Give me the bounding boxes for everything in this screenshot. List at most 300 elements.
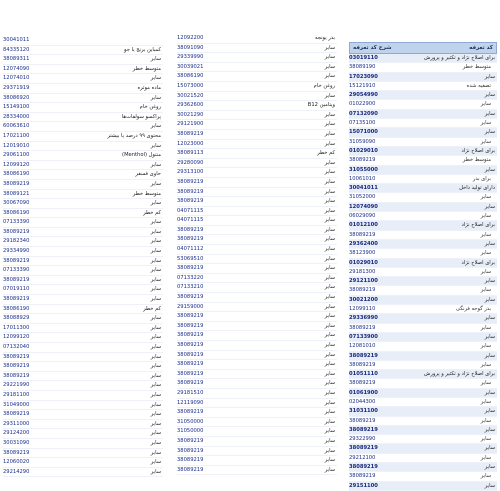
row-code: 38089219 [3,353,30,360]
row-description: سایر [324,342,335,348]
row-description: سایر [324,236,335,243]
row-description: سایر [484,389,495,396]
row-description: سایر [324,274,335,281]
table-row [3,401,163,411]
row-code: 17021100 [3,132,30,139]
table-row [177,341,337,351]
row-description: سایر [324,284,335,291]
row-code: 29311000 [3,420,30,427]
table-row [349,184,497,193]
row-description: کم خطر [317,150,335,157]
table-row [349,305,497,314]
row-description: سایر [324,178,335,185]
row-description: سایر [324,370,335,377]
table-row [177,370,337,380]
table-row [3,285,163,295]
row-code: 53069510 [177,255,204,262]
row-code: 17023090 [349,73,378,80]
row-description: سایر [480,343,491,350]
row-code: 84335120 [3,46,30,53]
table-row [177,44,337,54]
table-row [349,417,497,426]
row-code: 07133390 [3,267,30,274]
row-description: سایر [480,138,491,145]
row-code: 38089190 [349,64,376,71]
row-code: 29371919 [3,84,30,91]
table-row [3,381,163,391]
table-row [349,342,497,351]
table-row [177,197,337,207]
row-code: 60063610 [3,123,30,130]
row-code: 38089219 [349,464,378,471]
table-row [177,92,337,102]
row-code: 38089219 [177,361,204,368]
row-description: سایر [484,296,495,303]
table-row [3,132,163,142]
row-code: 29121100 [349,278,378,285]
row-description: سایر [484,110,495,117]
row-code: 07133210 [177,284,204,291]
row-code: 38089121 [3,190,30,197]
table-row [177,255,337,265]
table-row [3,343,163,353]
row-description: سایر [150,459,161,466]
row-description: متوسط خطر [462,64,491,71]
row-code: 29214290 [3,468,30,475]
row-code: 38086920 [3,94,30,101]
row-code: 38089219 [177,226,204,233]
table-row [349,128,497,137]
row-description: سایر [324,399,335,406]
table-row [349,463,497,472]
row-description: سایر [324,294,335,301]
row-code: 04071112 [177,246,204,253]
table-row [349,193,497,202]
row-code: 38089219 [177,198,204,205]
row-code: 31050000 [177,418,204,425]
table-row [177,399,337,409]
row-description: سایر [324,418,335,425]
row-code: 29181300 [349,268,376,275]
row-code: 31031100 [349,408,378,415]
row-description: برای اصلاح نژاد و تکثیر و پرورش [423,371,495,378]
row-description: سایر [150,123,161,130]
table-row [349,426,497,435]
row-code: 38089219 [177,332,204,339]
row-description: سایر [150,56,161,63]
row-description: سایر [484,333,495,340]
table-row [177,130,337,140]
row-code: 38089219 [177,313,204,320]
row-code: 29182340 [3,238,30,245]
table-row [3,458,163,468]
table-row [3,305,163,315]
row-code: 38089219 [177,294,204,301]
row-code: 38089219 [177,130,204,137]
row-code: 38089219 [349,361,376,368]
row-code: 30067090 [3,200,30,207]
table-row [349,277,497,286]
table-row [349,249,497,258]
row-code: 38086190 [3,305,30,312]
row-description: کم خطر [143,305,161,312]
row-description: برای اصلاح نژاد [461,147,495,154]
row-code: 38089219 [177,265,204,272]
row-description: سایر [484,240,495,247]
row-description: سایر [150,219,161,226]
row-description: سایر [480,101,491,108]
row-code: 29280090 [177,159,204,166]
tariff-column-left [3,36,163,477]
row-description: سایر [480,473,491,480]
row-description: سایر [484,352,495,359]
table-row [3,266,163,276]
table-row [3,55,163,65]
table-row [177,226,337,236]
row-description: سایر [324,428,335,435]
row-description: بذر گوجه فرنگی [455,306,491,313]
table-row [349,147,497,156]
row-description: سایر [150,248,161,255]
row-code: 12081010 [349,343,376,350]
table-row [177,34,337,44]
table-row [3,237,163,247]
row-description: سایر [324,447,335,454]
row-description: سایر [324,207,335,214]
row-code: 12074010 [3,75,30,82]
table-row [3,333,163,343]
row-description: سایر [150,334,161,341]
table-row [349,119,497,128]
row-description: سایر [480,361,491,368]
row-code: 38089219 [177,447,204,454]
row-code: 38089219 [3,228,30,235]
row-description: سایر [150,344,161,350]
table-row [349,286,497,295]
row-code: 12099120 [3,334,30,341]
row-code: 38089219 [177,466,204,473]
row-description: سایر [150,296,161,303]
row-code: 38089219 [177,370,204,377]
table-row [177,322,337,332]
row-description: سایر [484,203,495,210]
row-description: سایر [480,287,491,294]
table-row [349,82,497,91]
table-row [3,295,163,305]
row-code: 31049000 [3,401,30,408]
row-code: 38089113 [177,150,204,157]
row-description: سایر [150,430,161,437]
row-description: حاوی فسفر [135,171,161,178]
row-code: 30041011 [349,185,378,192]
table-row [3,180,163,190]
row-description: بذر یونجه [314,35,335,41]
row-description: سایر [480,454,491,461]
row-code: 12060020 [3,459,30,466]
table-row [349,268,497,277]
row-code: 29362400 [349,240,378,247]
row-code: 38089219 [3,296,30,303]
row-code: 30021290 [177,111,204,118]
row-description: سایر [150,353,161,360]
row-code: 07133900 [349,333,378,340]
table-row [349,333,497,342]
row-description: سایر [480,120,491,127]
row-code: 12074090 [349,203,378,210]
row-code: 38089219 [3,411,30,418]
row-code: 15073000 [177,82,204,89]
table-row [3,142,163,152]
row-description: سایر [150,449,161,456]
row-description: سایر [484,482,495,489]
row-code: 38089219 [3,276,30,283]
row-code: 38089219 [349,426,378,433]
row-code: 15149100 [3,104,30,111]
row-code: 38089219 [349,380,376,387]
row-description: سایر [324,313,335,320]
table-row [177,159,337,169]
row-description: سایر [484,129,495,136]
row-description: سایر [324,159,335,166]
row-code: 01029010 [349,259,378,266]
table-row [177,120,337,130]
row-description: تصفیه شده [466,82,491,89]
table-row [349,231,497,240]
row-code: 01051110 [349,371,378,378]
row-code: 38089219 [177,342,204,348]
row-code: 31059090 [349,138,376,145]
row-code: 38089219 [177,457,204,464]
row-description: سایر [324,130,335,137]
row-code: 10061010 [349,175,376,182]
row-code: 07135100 [349,120,376,127]
table-row [177,274,337,284]
row-code: 38089311 [3,56,30,63]
row-description: سایر [484,426,495,433]
row-code: 38086190 [177,73,204,80]
row-description: سایر [324,361,335,368]
table-row [3,468,163,478]
row-description: سایر [324,226,335,233]
row-code: 29322990 [349,436,376,443]
row-code: 07019110 [3,286,30,293]
table-row [3,276,163,286]
row-code: 01022900 [349,101,376,108]
row-code: 03019110 [349,55,378,61]
table-row [3,84,163,94]
table-row [349,314,497,323]
row-description: سایر [150,238,161,245]
table-row [349,138,497,147]
table-row [177,101,337,111]
row-code: 29181510 [177,389,204,396]
row-description: سایر [324,169,335,176]
table-row [349,54,497,63]
row-code: 04071115 [177,207,204,214]
table-row [177,408,337,418]
table-row [3,199,163,209]
row-description: سایر [324,409,335,416]
table-row [349,324,497,333]
row-description [161,36,163,45]
row-description: سایر [324,217,335,224]
row-code: 38091090 [177,44,204,51]
row-code: 29313100 [177,169,204,176]
row-description: سایر [484,315,495,322]
row-code: 12023000 [177,140,204,147]
table-row [177,331,337,341]
row-code: 38089219 [349,352,378,359]
right-rows [349,54,497,491]
row-description: متوسط خطر [462,157,491,164]
table-row [349,482,497,491]
table-row [177,82,337,92]
row-code: 38089219 [3,449,30,456]
table-row [349,221,497,230]
row-description: سایر [480,268,491,275]
row-code: 38089219 [177,437,204,444]
row-description: سایر [150,382,161,389]
row-code: 12074090 [3,65,30,72]
table-row [349,361,497,370]
row-code: 29159000 [177,303,204,310]
row-code: 38089219 [177,351,204,358]
row-description: سایر [150,324,161,331]
header-desc-label: شرح کد تعرفه [353,45,392,51]
row-code: 17011300 [3,324,30,331]
table-row [3,209,163,219]
table-row [177,63,337,73]
row-code: 38088929 [3,315,30,322]
row-description: سایر [324,389,335,396]
table-row [3,449,163,459]
table-row [349,435,497,444]
row-code: 38089219 [349,473,376,480]
table-row [3,65,163,75]
row-description: سایر [480,213,491,220]
table-row [3,429,163,439]
row-description: سایر [324,255,335,262]
row-code: 31055000 [349,166,378,173]
row-description: سایر [324,63,335,70]
row-code: 29061100 [3,152,30,159]
row-description: سایر [150,420,161,427]
table-row [177,456,337,466]
row-description: روغن خام [139,104,161,111]
row-code: 38089219 [3,257,30,264]
row-description: ویتامین B12 [307,102,335,109]
row-code: 28334000 [3,113,30,120]
table-row [3,151,163,161]
row-description: سایر [150,228,161,235]
row-description: سایر [480,398,491,405]
table-row [177,149,337,159]
table-row [3,218,163,228]
row-description: سایر [324,457,335,464]
row-description: سایر [480,194,491,201]
table-row [177,379,337,389]
table-header [349,42,497,54]
table-row [3,36,163,46]
table-row [177,466,337,476]
table-row [349,73,497,82]
table-row [3,228,163,238]
row-code: 06029090 [349,213,376,220]
row-description: سایر [484,73,495,80]
row-code: 30021200 [349,296,378,303]
table-row [3,353,163,363]
row-code: 38089219 [177,380,204,387]
row-code: 38089219 [3,372,30,379]
row-description: سایر [480,231,491,238]
row-code: 29121900 [177,121,204,128]
row-description: سایر [484,445,495,452]
table-row [177,53,337,63]
row-code: 04071115 [177,217,204,224]
table-row [177,427,337,437]
table-row [177,293,337,303]
row-description: پراکسو سولفات‌ها [121,113,161,120]
row-description: سایر [150,372,161,379]
table-row [3,161,163,171]
row-code: 30021520 [177,92,204,99]
row-description: سایر [324,54,335,61]
row-description: سایر [150,468,161,475]
row-description: منتول (Menthol) [122,152,161,159]
row-description: متوسط خطر [132,65,161,72]
row-code: 12119090 [177,399,204,406]
row-code: 38089219 [349,417,376,424]
row-description: سایر [150,315,161,322]
row-description: سایر [150,401,161,408]
table-row [3,190,163,200]
row-code: 30039021 [177,63,204,70]
row-description: سایر [324,351,335,358]
row-code: 15071000 [349,129,378,136]
table-row [177,351,337,361]
row-code: 01061900 [349,389,378,396]
table-row [349,454,497,463]
row-code: 38123900 [349,250,376,257]
row-code: 38089219 [177,236,204,243]
tariff-column-middle [177,34,337,475]
table-row [349,203,497,212]
row-code: 12019010 [3,142,30,149]
table-row [3,170,163,180]
row-description: سایر [324,246,335,253]
row-description: سایر [324,121,335,128]
row-description: برای اصلاح نژاد [461,222,495,229]
table-row [177,245,337,255]
table-row [349,296,497,305]
row-code: 01029010 [349,147,378,154]
table-row [349,100,497,109]
row-description: سایر [150,94,161,101]
table-row [3,439,163,449]
row-code: 38089219 [3,363,30,370]
table-row [3,122,163,132]
row-description: سایر [324,44,335,51]
tariff-column-right [349,42,497,491]
table-row [177,216,337,226]
row-description: سایر [324,437,335,444]
row-code: 38089219 [349,324,376,331]
row-description: دارای تولید داخل [459,185,495,192]
row-code: 07133390 [3,219,30,226]
row-description: سایر [150,267,161,274]
table-row [3,257,163,267]
row-code: 02044300 [349,398,376,405]
